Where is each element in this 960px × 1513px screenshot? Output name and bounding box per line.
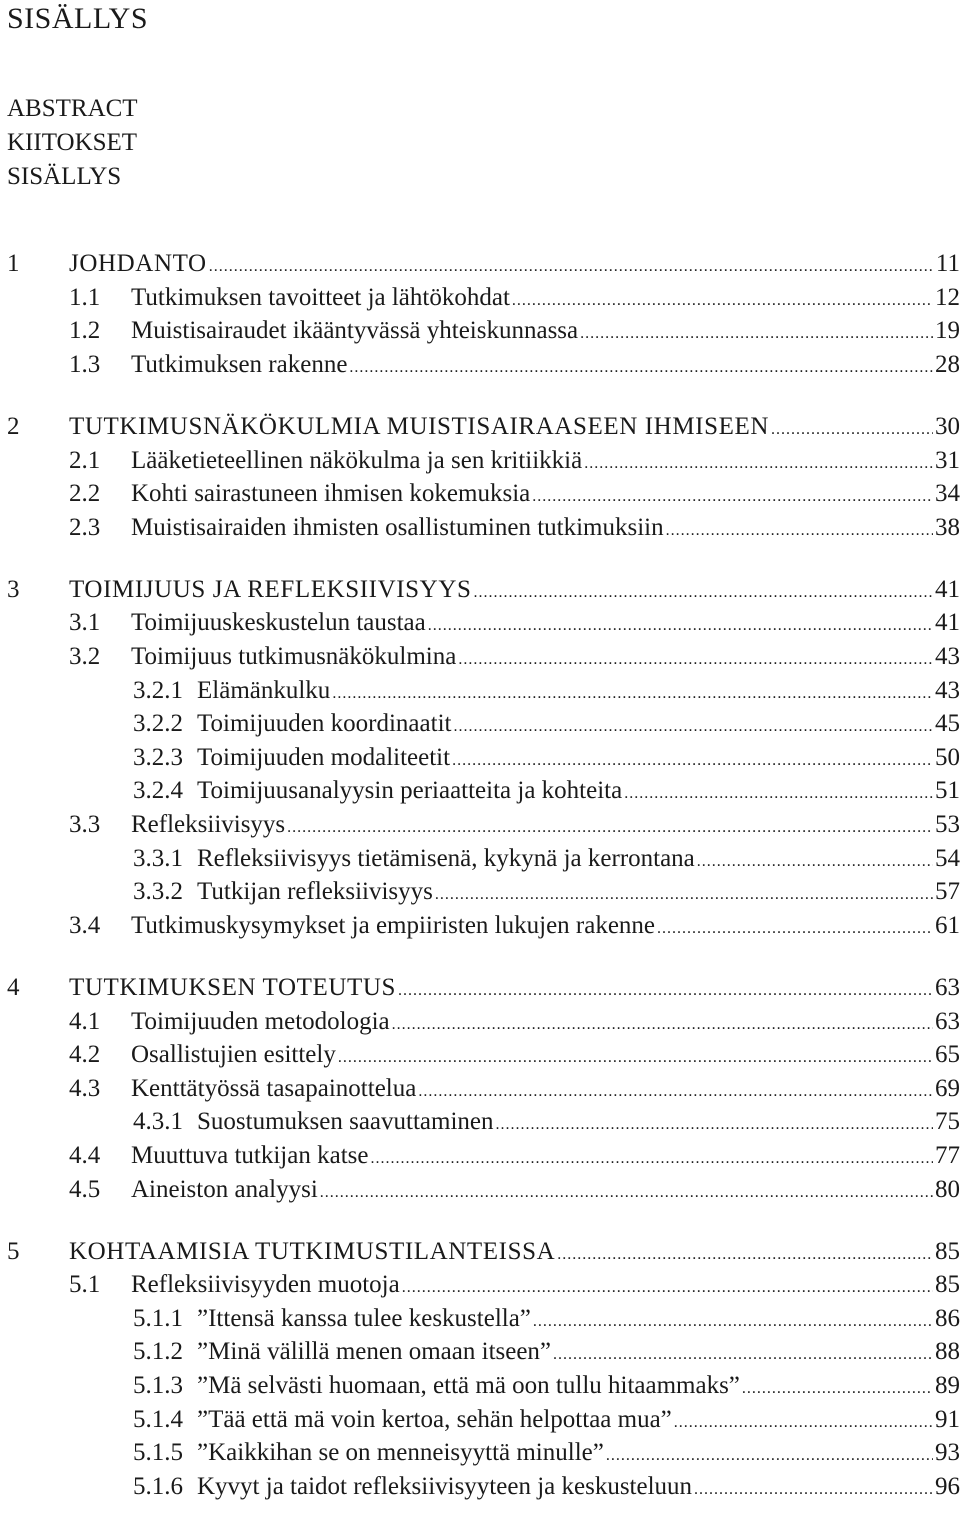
toc-entry[interactable]: [7, 1105, 960, 1139]
toc-entry[interactable]: [7, 281, 960, 315]
dot-leader: [496, 1105, 934, 1139]
toc-entry-number: 4.3: [69, 1074, 101, 1102]
toc-entry-number: 3.3: [69, 811, 101, 838]
toc-entry-page-number: 31: [935, 446, 960, 474]
toc-entry-page-number: 51: [935, 777, 960, 805]
toc-entry-page-number: 69: [935, 1074, 960, 1102]
dot-leader: [418, 1072, 933, 1106]
toc-entry-title: Kyvyt ja taidot refleksiivisyyteen ja keskusteluun: [197, 1472, 693, 1500]
dot-leader: [370, 1139, 933, 1173]
toc-entry-title: Lääketieteellinen näkökulma ja sen kritiikkiä: [131, 446, 583, 474]
toc-entry-page-number: 19: [935, 317, 960, 345]
toc-entry-title: ”Minä välillä menen omaan itseen”: [197, 1338, 552, 1366]
toc-entry-title: Muistisairaiden ihmisten osallistuminen tutkimuksiin: [131, 513, 664, 541]
dot-leader: [666, 511, 933, 545]
toc-entry-number: 3.2.3: [133, 743, 183, 771]
toc-entry-number: 1.3: [69, 350, 101, 378]
toc-entry-title: Osallistujien esittely: [131, 1041, 336, 1069]
toc-entry-number: 3.1: [69, 609, 101, 637]
toc-entry[interactable]: [7, 348, 960, 382]
toc-entry-number: 4.2: [69, 1041, 101, 1069]
toc-entry[interactable]: [7, 875, 960, 909]
toc-entry-title: Tutkimuskysymykset ja empiiristen lukujen rakenne: [131, 911, 656, 939]
toc-entry-page-number: 43: [935, 676, 960, 704]
toc-entry-number: 2.1: [69, 446, 101, 474]
dot-leader: [580, 314, 933, 348]
toc-entry[interactable]: [7, 1038, 960, 1072]
toc-entry-page-number: 65: [935, 1041, 960, 1069]
dot-leader: [674, 1403, 933, 1437]
dot-leader: [624, 774, 933, 808]
toc-entry[interactable]: [7, 1302, 960, 1336]
toc-entry-number: 1: [7, 250, 20, 277]
toc-entry[interactable]: [7, 444, 960, 478]
toc-entry-page-number: 45: [935, 710, 960, 738]
toc-entry-page-number: 93: [935, 1439, 960, 1467]
toc-entry[interactable]: [7, 314, 960, 348]
toc-entry-number: 3: [7, 575, 20, 603]
toc-entry-number: 5: [7, 1237, 20, 1265]
toc-entry-title: Muuttuva tutkijan katse: [131, 1141, 369, 1169]
toc-entry-title: Toimijuus tutkimusnäkökulmina: [131, 643, 457, 670]
front-matter-item: SISÄLLYS: [7, 163, 122, 190]
toc-entry-page-number: 11: [935, 250, 960, 277]
toc-entry-page-number: 38: [935, 513, 960, 541]
dot-leader: [694, 1470, 933, 1504]
toc-entry[interactable]: [7, 842, 960, 876]
toc-entry-page-number: 54: [935, 844, 960, 872]
toc-entry-page-number: 28: [935, 350, 960, 378]
toc-entry-title: KOHTAAMISIA TUTKIMUSTILANTEISSA: [69, 1237, 556, 1265]
toc-entry[interactable]: [7, 1335, 960, 1369]
toc-entry-page-number: 43: [935, 643, 960, 670]
toc-entry[interactable]: [7, 808, 960, 842]
toc-entry[interactable]: [7, 606, 960, 640]
toc-entry-title: ”Tää että mä voin kertoa, sehän helpottaa mua”: [197, 1405, 672, 1433]
toc-entry-page-number: 96: [935, 1472, 960, 1500]
dot-leader: [428, 606, 933, 640]
toc-entry-title: Elämänkulku: [197, 676, 331, 704]
dot-leader: [512, 281, 933, 315]
toc-entry-page-number: 41: [935, 609, 960, 637]
dot-leader: [557, 1235, 933, 1269]
front-matter-item: ABSTRACT: [7, 95, 138, 122]
front-matter-list: [7, 92, 138, 194]
toc-entry[interactable]: [7, 1470, 960, 1504]
toc-entry-page-number: 77: [935, 1141, 960, 1169]
toc-entry-title: Refleksiivisyys tietämisenä, kykynä ja kerrontana: [197, 844, 695, 872]
toc-entry-number: 2.3: [69, 513, 101, 541]
toc-entry-title: Refleksiivisyys: [131, 811, 286, 838]
toc-entry-number: 3.3.1: [133, 844, 183, 872]
toc-entry[interactable]: [7, 741, 960, 775]
toc-entry-title: TOIMIJUUS JA REFLEKSIIVISYYS: [69, 575, 472, 603]
toc-entry[interactable]: [7, 1005, 960, 1039]
toc-entry[interactable]: [7, 1369, 960, 1403]
toc-entry-number: 5.1.3: [133, 1372, 183, 1399]
toc-chapter-entry[interactable]: [7, 410, 960, 444]
toc-entry-number: 4.5: [69, 1175, 101, 1203]
dot-leader: [392, 1005, 933, 1039]
toc-entry-number: 3.4: [69, 911, 101, 939]
toc-chapter-entry[interactable]: [7, 971, 960, 1005]
toc-entry[interactable]: [7, 909, 960, 943]
dot-leader: [697, 842, 933, 876]
dot-leader: [771, 410, 933, 444]
dot-leader: [287, 808, 933, 842]
dot-leader: [458, 640, 933, 674]
toc-entry-page-number: 53: [935, 811, 960, 838]
toc-entry-title: Toimijuusanalyysin periaatteita ja kohteita: [197, 777, 623, 805]
dot-leader: [474, 573, 934, 607]
toc-entry-number: 5.1.1: [133, 1304, 183, 1332]
toc-entry-page-number: 91: [935, 1405, 960, 1433]
toc-entry-number: 3.3.2: [133, 878, 183, 906]
toc-entry-number: 3.2: [69, 643, 101, 670]
front-matter-item: KIITOKSET: [7, 129, 138, 156]
dot-leader: [349, 348, 933, 382]
toc-chapter-entry[interactable]: [7, 247, 960, 281]
toc-entry-page-number: 80: [935, 1175, 960, 1203]
toc-entry-number: 5.1.4: [133, 1405, 183, 1433]
dot-leader: [398, 971, 933, 1005]
toc-entry-number: 3.2.4: [133, 777, 183, 805]
toc-entry-title: Muistisairaudet ikääntyvässä yhteiskunnassa: [131, 317, 579, 345]
toc-entry-title: Aineiston analyysi: [131, 1175, 318, 1203]
toc-entry-title: Toimijuuden metodologia: [131, 1007, 390, 1035]
toc-entry-title: ”Kaikkihan se on menneisyyttä minulle”: [197, 1439, 604, 1467]
toc-chapter-entry[interactable]: [7, 573, 960, 607]
toc-entry[interactable]: [7, 674, 960, 708]
toc-entry[interactable]: [7, 1139, 960, 1173]
dot-leader: [657, 909, 933, 943]
toc-entry-title: ”Mä selvästi huomaan, että mä oon tullu hitaammaks”: [197, 1372, 740, 1399]
toc-entry-title: Tutkimuksen rakenne: [131, 350, 348, 378]
toc-entry-number: 3.2.1: [133, 676, 183, 704]
toc-entry[interactable]: [7, 1072, 960, 1106]
toc-entry-title: Toimijuuden koordinaatit: [197, 710, 452, 738]
toc-chapter-entry[interactable]: [7, 1235, 960, 1269]
toc-entry-page-number: 88: [935, 1338, 960, 1366]
toc-entry-title: Tutkijan refleksiivisyys: [197, 878, 433, 906]
dot-leader: [553, 1335, 933, 1369]
toc-entry-number: 1.1: [69, 283, 101, 311]
dot-leader: [320, 1173, 933, 1207]
toc-entry-number: 4.3.1: [133, 1108, 183, 1136]
toc-entry[interactable]: [7, 774, 960, 808]
toc-entry[interactable]: [7, 511, 960, 545]
toc-entry-page-number: 85: [935, 1237, 960, 1265]
toc-entry[interactable]: [7, 707, 960, 741]
toc-entry-number: 5.1.2: [133, 1338, 183, 1366]
toc-entry[interactable]: [7, 640, 960, 674]
toc-entry-number: 1.2: [69, 317, 101, 345]
dot-leader: [332, 674, 933, 708]
toc-entry-title: Toimijuuskeskustelun taustaa: [131, 609, 426, 637]
dot-leader: [533, 1302, 933, 1336]
toc-entry-number: 5.1.6: [133, 1472, 183, 1500]
toc-entry-page-number: 63: [935, 1007, 960, 1035]
toc-entry-page-number: 89: [935, 1372, 960, 1399]
toc-entry[interactable]: [7, 1436, 960, 1470]
toc-entry-page-number: 86: [935, 1304, 960, 1332]
toc-entry-page-number: 30: [935, 412, 960, 440]
toc-entry-title: Tutkimuksen tavoitteet ja lähtökohdat: [131, 283, 510, 311]
toc-entry-number: 2: [7, 412, 20, 440]
toc-entry-title: JOHDANTO: [69, 250, 207, 277]
toc-entry-page-number: 34: [935, 480, 960, 508]
dot-leader: [338, 1038, 933, 1072]
toc-entry-title: TUTKIMUKSEN TOTEUTUS: [69, 973, 397, 1001]
toc-entry-number: 5.1: [69, 1271, 101, 1299]
dot-leader: [606, 1436, 933, 1470]
toc-entry-title: Kenttätyössä tasapainottelua: [131, 1074, 417, 1102]
page-title: SISÄLLYS: [7, 2, 149, 35]
toc-entry[interactable]: [7, 477, 960, 511]
toc-entry-number: 4.1: [69, 1007, 101, 1035]
toc-entry-title: Suostumuksen saavuttaminen: [197, 1108, 494, 1136]
toc-entry-title: ”Ittensä kanssa tulee keskustella”: [197, 1304, 531, 1332]
toc-entry-page-number: 61: [935, 911, 960, 939]
toc-entry-number: 3.2.2: [133, 710, 183, 738]
toc-entry-number: 4.4: [69, 1141, 101, 1169]
toc-entry-number: 5.1.5: [133, 1439, 183, 1467]
toc-entry-title: Kohti sairastuneen ihmisen kokemuksia: [131, 480, 531, 508]
toc-entry-page-number: 75: [935, 1108, 960, 1136]
dot-leader: [453, 707, 933, 741]
dot-leader: [584, 444, 933, 478]
toc-entry-page-number: 85: [935, 1271, 960, 1299]
toc-entry-title: Toimijuuden modaliteetit: [197, 743, 451, 771]
toc-entry[interactable]: [7, 1173, 960, 1207]
toc-entry-number: 4: [7, 973, 20, 1001]
toc-entry[interactable]: [7, 1403, 960, 1437]
toc-entry-number: 2.2: [69, 480, 101, 508]
dot-leader: [402, 1268, 933, 1302]
toc-entry-title: TUTKIMUSNÄKÖKULMIA MUISTISAIRAASEEN IHMISEEN: [69, 412, 769, 440]
toc-entry-page-number: 63: [935, 973, 960, 1001]
toc-entry-title: Refleksiivisyyden muotoja: [131, 1271, 400, 1299]
dot-leader: [435, 875, 933, 909]
dot-leader: [452, 741, 933, 775]
dot-leader: [742, 1369, 933, 1403]
toc-entry-page-number: 50: [935, 743, 960, 771]
toc-entry-page-number: 41: [935, 575, 960, 603]
toc-entry-page-number: 12: [935, 283, 960, 311]
dot-leader: [209, 247, 934, 281]
toc-entry[interactable]: [7, 1268, 960, 1302]
dot-leader: [532, 477, 933, 511]
toc-entry-page-number: 57: [935, 878, 960, 906]
